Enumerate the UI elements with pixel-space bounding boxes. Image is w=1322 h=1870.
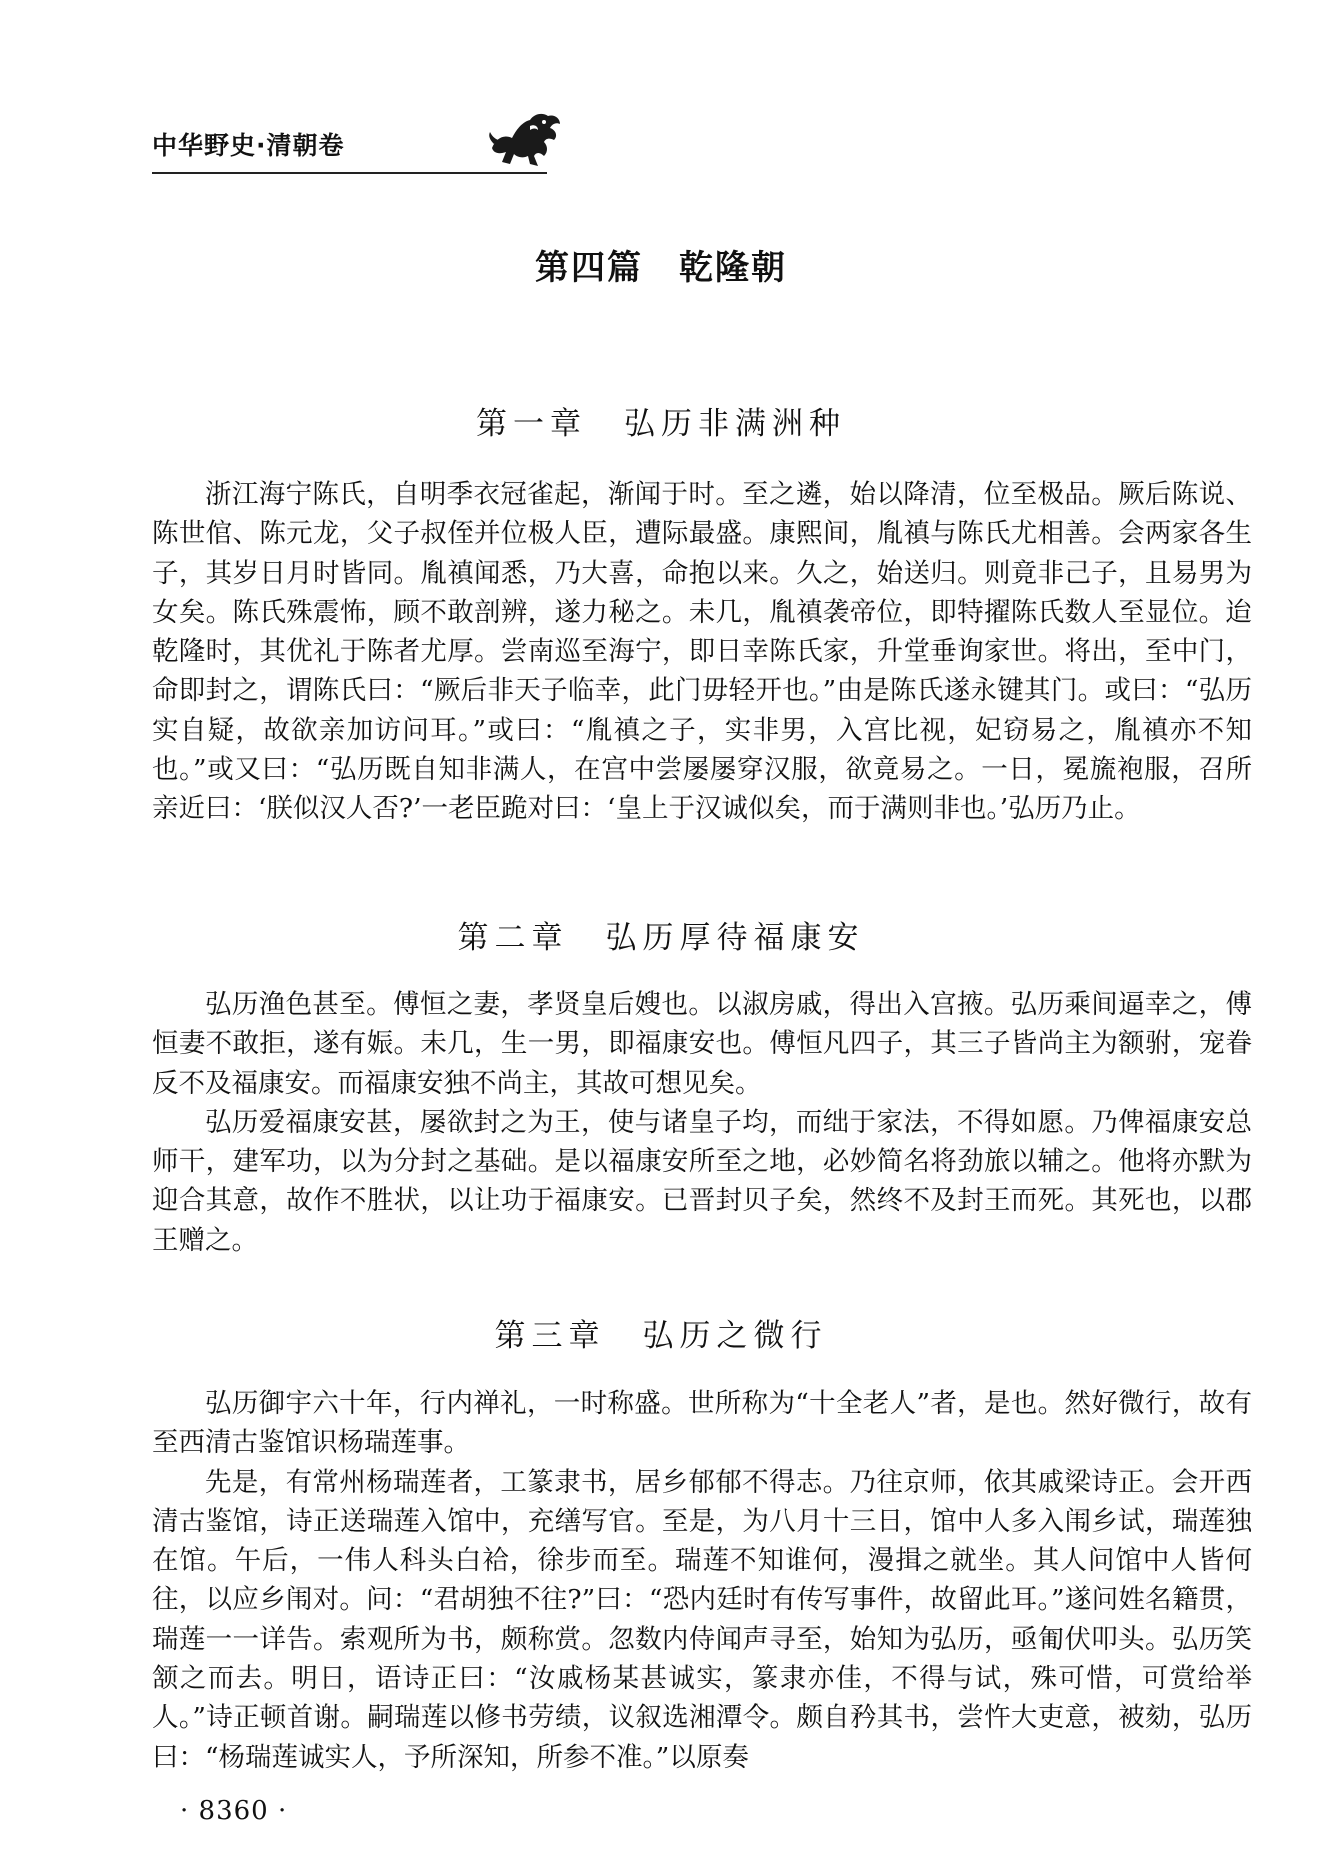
paragraph: 弘历渔色甚至。傅恒之妻，孝贤皇后嫂也。以淑房戚，得出入宫掖。弘历乘间逼幸之，傅恒妻不敢拒，遂有娠。未几，生一男，即福康安也。傅恒凡四子，其三子皆尚主为额驸，宠眷反不及福康安。而福康安独不尚主，其故可想见矣。	[152, 989, 1252, 1099]
chapter-body	[152, 475, 1252, 829]
chapter-body	[152, 1384, 1252, 1777]
part-title: 第四篇 乾隆朝	[535, 248, 787, 288]
page-number: · 8360 ·	[180, 1796, 288, 1826]
chapter-title: 第三章 弘历之微行	[494, 1318, 828, 1354]
chapter-body	[152, 985, 1252, 1260]
paragraph: 先是，有常州杨瑞莲者，工篆隶书，居乡郁郁不得志。乃往京师，依其戚梁诗正。会开西清古鉴馆，诗正送瑞莲入馆中，充缮写官。至是，为八月十三日，馆中人多入闱乡试，瑞莲独在馆。午后，一伟人科头白袷，徐步而至。瑞莲不知谁何，漫揖之就坐。其人问馆中人皆何往，以应乡闱对。问：“君胡独不往?”曰：“恐内廷时有传写事件，故留此耳。”遂问姓名籍贯，瑞莲一一详告。索观所为书，颇称赏。忽数内侍闻声寻至，始知为弘历，亟匍伏叩头。弘历笑颔之而去。明日，语诗正曰：“汝戚杨某甚诚实，篆隶亦佳，不得与试，殊可惜，可赏给举人。”诗正顿首谢。嗣瑞莲以修书劳绩，议叙选湘潭令。颇自矜其书，尝忤大吏意，被劾，弘历曰：“杨瑞莲诚实人，予所深知，所参不准。”以原奏	[152, 1466, 1252, 1773]
dragon-logo-icon	[486, 108, 566, 170]
chapter-title: 第二章 弘历厚待福康安	[457, 920, 865, 956]
paragraph: 浙江海宁陈氏，自明季衣冠雀起，渐闻于时。至之遴，始以降清，位至极品。厥后陈说、陈世倌、陈元龙，父子叔侄并位极人臣，遭际最盛。康熙间，胤禛与陈氏尤相善。会两家各生子，其岁日月时皆同。胤禛闻悉，乃大喜，命抱以来。久之，始送归。则竟非己子，且易男为女矣。陈氏殊震怖，顾不敢剖辨，遂力秘之。未几，胤禛袭帝位，即特擢陈氏数人至显位。迨乾隆时，其优礼于陈者尤厚。尝南巡至海宁，即日幸陈氏家，升堂垂询家世。将出，至中门，命即封之，谓陈氏曰：“厥后非天子临幸，此门毋轻开也。”由是陈氏遂永键其门。或曰：“弘历实自疑，故欲亲加访问耳。”或曰：“胤禛之子，实非男，入宫比视，妃窃易之，胤禛亦不知也。”或又曰：“弘历既自知非满人，在宫中尝屡屡穿汉服，欲竟易之。一日，冕旒袍服，召所亲近曰：‘朕似汉人否?’一老臣跪对曰：‘皇上于汉诚似矣，而于满则非也。’弘历乃止。	[152, 479, 1252, 825]
chapter-title: 第一章 弘历非满洲种	[476, 406, 846, 442]
book-title: 中华野史·清朝卷	[152, 131, 345, 160]
paragraph: 弘历御宇六十年，行内禅礼，一时称盛。世所称为“十全老人”者，是也。然好微行，故有至西清古鉴馆识杨瑞莲事。	[152, 1388, 1252, 1459]
header-rule	[152, 172, 547, 174]
paragraph: 弘历爱福康安甚，屡欲封之为王，使与诸皇子均，而绌于家法，不得如愿。乃俾福康安总师干，建军功，以为分封之基础。是以福康安所至之地，必妙简名将劲旅以辅之。他将亦默为迎合其意，故作不胜状，以让功于福康安。已晋封贝子矣，然终不及封王而死。其死也，以郡王赠之。	[152, 1106, 1252, 1256]
